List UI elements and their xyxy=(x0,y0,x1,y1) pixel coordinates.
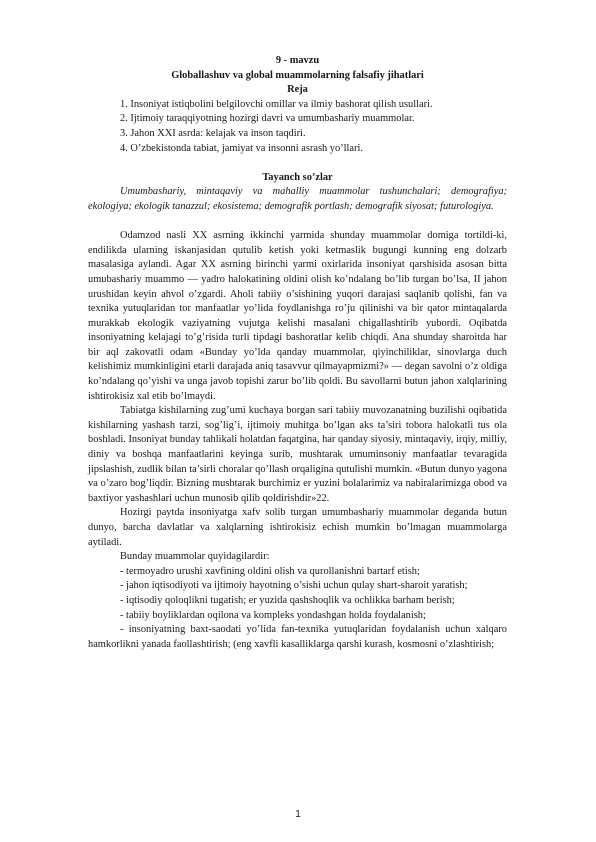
page-content xyxy=(88,54,507,652)
spacer xyxy=(88,215,507,230)
plan-item: 2. Ijtimoiy taraqqiyotning hozirgi davri va umumbashariy muammolar. xyxy=(120,113,415,125)
body-paragraph: Odamzod nasli XX asrning ikkinchi yarmida shunday muammolar domiga tortildi-ki, endilikda ularning iskanjasidan qutulib ketish yoki ketmaslik bugungi kunning eng dolzarb masalasiga aylandi. Agar XX asrning birinchi yarmi oxirlarida insoniyat qarshisida asosan bitta umubashariy muammo — yadro halokatining oldini olish ko’ndalang bo’lib turgan bo’lsa, II jahon urushidan keyin ahvol o’zgardi. Aholi tabiiy o’sishining yuqori darajasi saqlanib qolishi, fan va texnika yutuqlaridan tor manfaatlar yo’lida foydlanishga ro’ju qilinishi va bir qator mintaqalarda murakkab ekologik vaziyatning vujutga kelishi masalani chigallashtirib yubordi. Oqibatda insoniyatning kelajagi to’g’risida turli tipdagi bashoratlar kelib chiqdi. Ana shunday sharoitda har bir aql zakovatli odam «Bunday yo’lda qanday muammolar, qiyinchiliklar, sinovlarga duch kelishimiz mumkinligini etarli darajada aniq tasavvur qilmayapmizmi?» — degan savolni o’z oldiga ko’ndalang qo’yishi va unga javob topishi zarur bo’lib qoldi. Bu savollarni butun jahon xalqlarining ishtirokisiz xal etib bo’lmaydi. xyxy=(88,230,507,402)
plan-item: 4. O’zbekistonda tabiat, jamiyat va insonni asrash yo’llari. xyxy=(120,142,363,154)
keywords-heading: Tayanch so’zlar xyxy=(262,171,333,183)
plan-heading: Reja xyxy=(287,84,308,96)
list-item: - insoniyatning baxt-saodati yo’lida fan-texnika yutuqlaridan foydalanish uchun xalqaro hamkorlikni yanada faollashtirish; (eng xavfli kasalliklarga qarshi kurash, kosmosni o’zlashtirish; xyxy=(88,624,507,650)
list-intro: Bunday muammolar quyidagilardir: xyxy=(120,551,270,563)
page-number: 1 xyxy=(295,809,301,820)
body-paragraph: Tabiatga kishilarning zug’umi kuchaya borgan sari tabiiy muvozanatning buzilishi oqibatida kishilarning yashash tarzi, sog’lig’i, ijtimoiy muhitga bo’lgan aks ta’siri tobora halokatli tus ola boshladi. Insoniyat bunday tahlikali holatdan faqatgina, har qanday siyosiy, mintaqaviy, irqiy, milliy, diniy va boshqa manfaatlarini keyinga surib, mushtarak umuminsoniy manfaatlar tevaragida jipslashish, zudlik bilan ta’sirli choralar qo’llash orqaligina qutulishi mumkin. «Butun dunyo yagona va o’zaro bog’liqdir. Bizning mushtarak burchimiz er yuzini bolalarimiz va nabiralarimizga obod va baxtiyor yashashlari uchun munosib qilib qoldirishdir»22. xyxy=(88,405,507,504)
plan-item: 3. Jahon XXI asrda: kelajak va inson taqdiri. xyxy=(120,127,306,139)
topic-number: 9 - mavzu xyxy=(275,55,320,66)
keywords-text: Umumbashariy, mintaqaviy va mahalliy muammolar tushunchalari; demografiya; ekologiya; ekologik tanazzul; ekosistema; demografik portlash; demografik siyosat; futurologiya. xyxy=(88,186,507,212)
list-item: - tabiiy boyliklardan oqilona va kompleks yondashgan holda foydalanish; xyxy=(120,609,426,621)
lecture-title: Globallashuv va global muammolarning falsafiy jihatlari xyxy=(171,69,424,81)
list-item: - iqtisodiy qoloqlikni tugatish; er yuzida qashshoqlik va ochlikka barham berish; xyxy=(120,594,455,606)
list-item: - termoyadro urushi xavfining oldini olish va qurollanishni bartarf etish; xyxy=(120,565,420,577)
spacer xyxy=(88,156,507,171)
plan-item: 1. Insoniyat istiqbolini belgilovchi omillar va ilmiy bashorat qilish usullari. xyxy=(120,98,433,110)
body-paragraph: Hozirgi paytda insoniyatga xafv solib turgan umumbashariy muammolar deganda butun dunyo, barcha davlatlar va xalqlarning ishtirokisiz echish mumkin bo’lmagan muammolarga aytiladi. xyxy=(88,507,507,548)
list-item: - jahon iqtisodiyoti va ijtimoiy hayotning o’sishi uchun qulay shart-sharoit yaratish; xyxy=(120,580,468,592)
